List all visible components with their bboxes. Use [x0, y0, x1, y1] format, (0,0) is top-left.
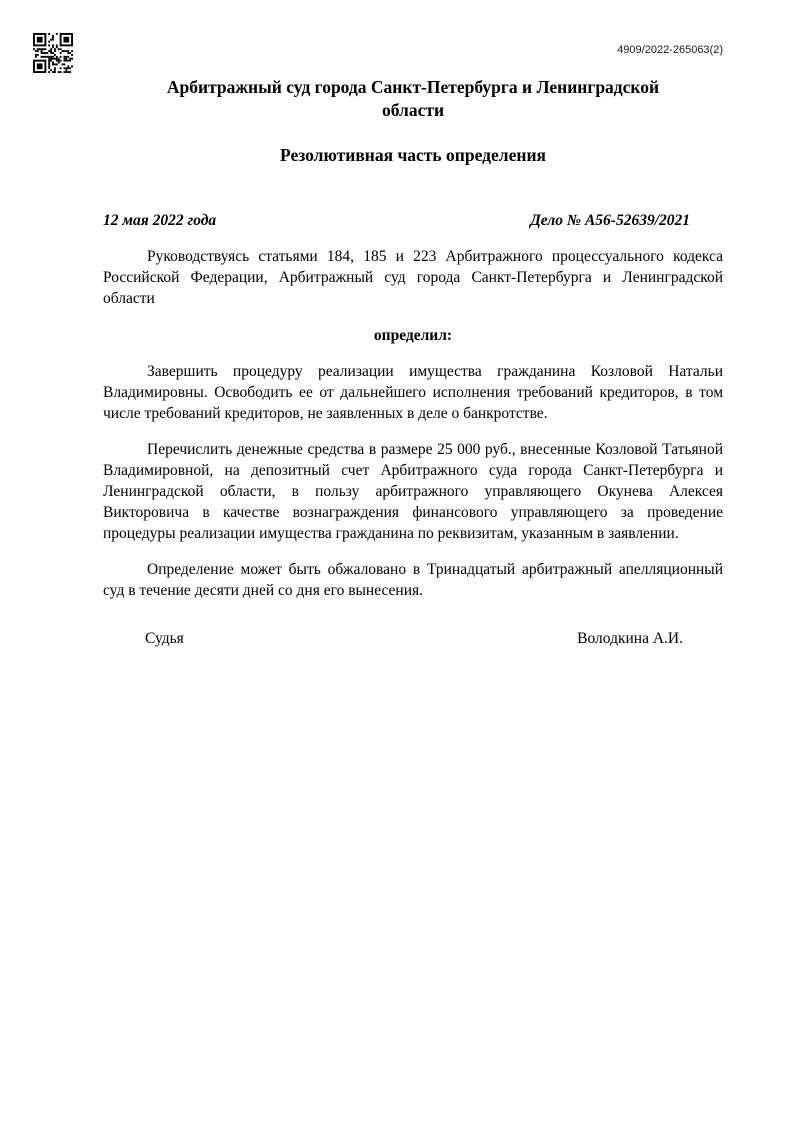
judge-name: Володкина А.И.: [577, 630, 683, 647]
meta-row: [103, 210, 723, 231]
case-number: Дело № А56-52639/2021: [530, 212, 690, 229]
qr-code-icon: [33, 33, 73, 73]
resolution-paragraph-2: Перечислить денежные средства в размере 25 000 руб., внесенные Козловой Татьяной Владимировной, на депозитный счет Арбитражного суда города Санкт-Петербурга и Ленинградской области, в пользу арбитражного управляющего Окунева Алексея Викторовича в качестве вознаграждения финансового управляющего за проведение процедуры реализации имущества гражданина по реквизитам, указанным в заявлении.: [103, 441, 723, 542]
document-number: 4909/2022-265063(2): [617, 44, 723, 56]
resolution-word: определил:: [373, 327, 453, 344]
preamble-paragraph: Руководствуясь статьями 184, 185 и 223 Арбитражного процессуального кодекса Российской Федерации, Арбитражный суд города Санкт-Петербурга и Ленинградской области: [103, 248, 723, 307]
document-date: 12 мая 2022 года: [103, 212, 217, 229]
qr-code-svg: [33, 33, 73, 73]
signature-row: [103, 628, 723, 649]
document-title: Резолютивная часть определения: [280, 145, 546, 165]
judge-label: Судья: [145, 630, 184, 647]
resolution-paragraph-1: Завершить процедуру реализации имущества гражданина Козловой Натальи Владимировны. Освободить ее от дальнейшего исполнения требований кредиторов, в том числе требований кредиторов, не заявленных в деле о банкротстве.: [103, 363, 723, 422]
document-content: [103, 0, 723, 649]
court-title: Арбитражный суд города Санкт-Петербурга и Ленинградской области: [166, 77, 660, 120]
appeal-paragraph: Определение может быть обжаловано в Тринадцатый арбитражный апелляционный суд в течение десяти дней со дня его вынесения.: [103, 561, 723, 599]
